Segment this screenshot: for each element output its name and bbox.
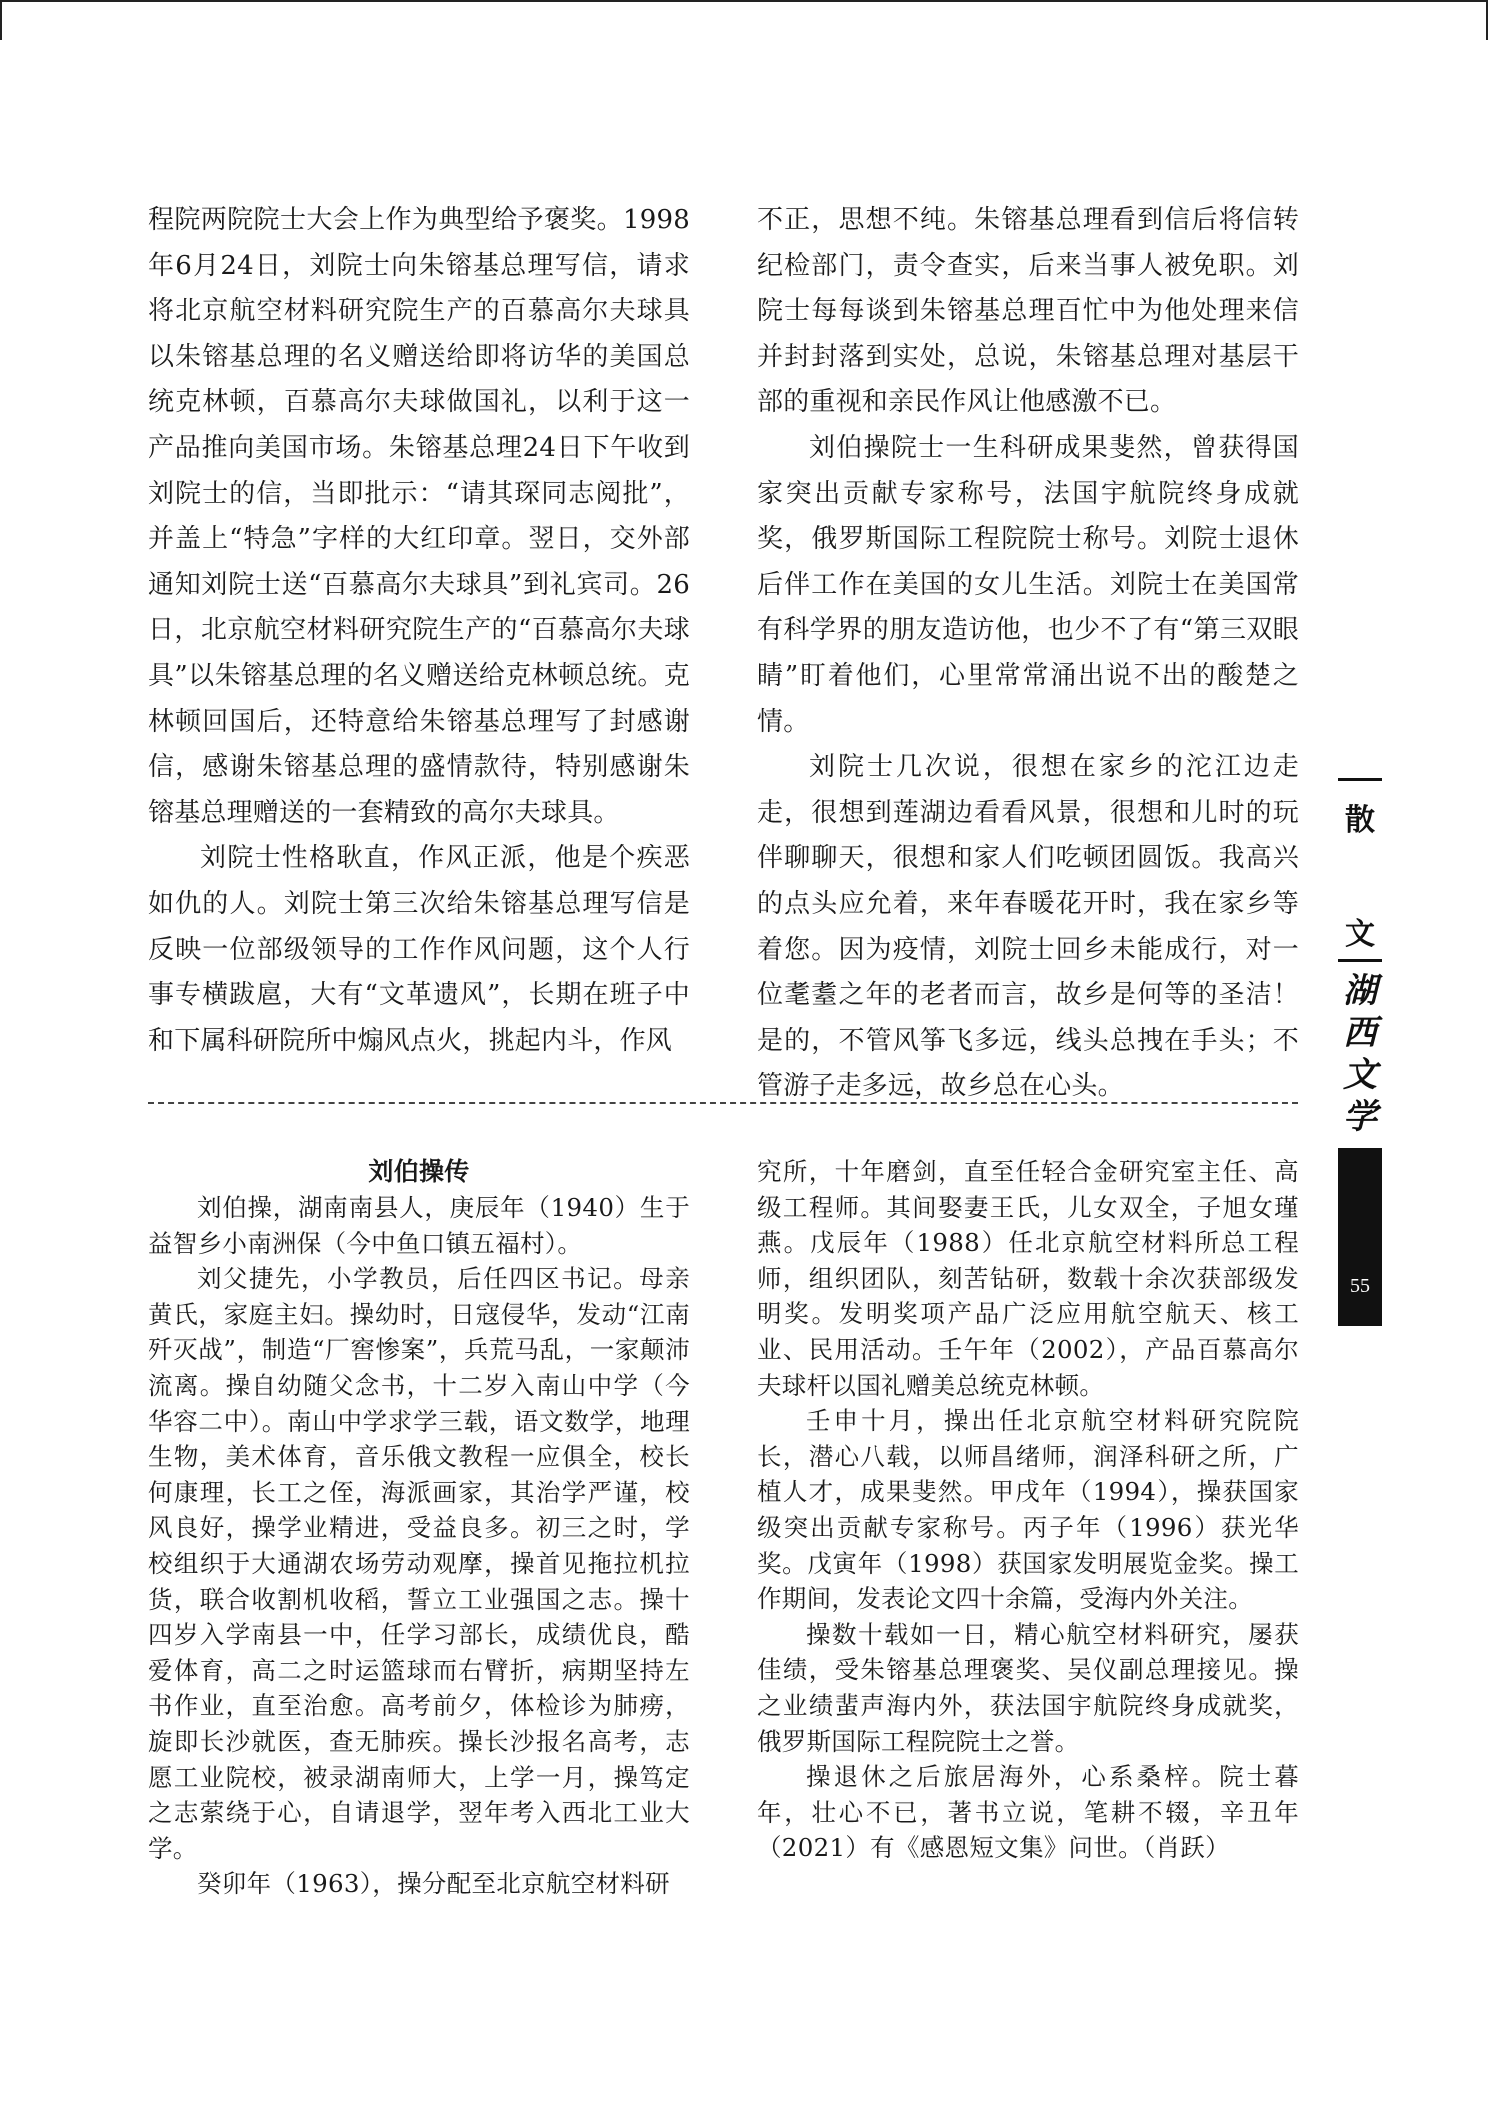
article-paragraph: 程院两院院士大会上作为典型给予褒奖。1998年6月24日，刘院士向朱镕基总理写信，请求将北京航空材料研究院生产的百慕高尔夫球具以朱镕基总理的名义赠送给即将访华的美国总统克林顿，百慕高尔夫球做国礼，以利于这一产品推向美国市场。朱镕基总理24日下午收到刘院士的信，当即批示：“请其琛同志阅批”，并盖上“特急”字样的大红印章。翌日，交外部通知刘院士送“百慕高尔夫球具”到礼宾司。26日，北京航空材料研究院生产的“百慕高尔夫球具”以朱镕基总理的名义赠送给克林顿总统。克林顿回国后，还特意给朱镕基总理写了封感谢信，感谢朱镕基总理的盛情款待，特别感谢朱镕基总理赠送的一套精致的高尔夫球具。 [148,205,690,828]
sidebar-rule-middle [1338,959,1382,962]
section-label-char: 散 [1345,803,1375,838]
sidebar-rule-top [1338,778,1382,781]
page-number-block [1338,1148,1382,1326]
article-paragraph: 刘院士几次说，很想在家乡的沱江边走走，很想到莲湖边看看风景，很想和儿时的玩伴聊聊天，很想和家人们吃顿团圆饭。我高兴的点头应允着，来年春暖花开时，我在家乡等着您。因为疫情，刘院士回乡未能成行，对一位耄耋之年的老者而言，故乡是何等的圣洁！是的，不管风筝飞多远，线头总拽在手头；不管游子走多远，故乡总在心头。 [757,752,1299,1102]
section-sidebar [1338,778,1382,1138]
article-column-left [148,198,690,1064]
article-paragraph: 不正，思想不纯。朱镕基总理看到信后将信转纪检部门，责令查实，后来当事人被免职。刘院士每每谈到朱镕基总理百忙中为他处理来信并封封落到实处，总说，朱镕基总理对基层干部的重视和亲民作风让他感激不已。 [757,205,1299,418]
bio-paragraph: 刘父捷先，小学教员，后任四区书记。母亲黄氏，家庭主妇。操幼时，日寇侵华，发动“江南歼灭战”，制造“厂窖惨案”，兵荒马乱，一家颠沛流离。操自幼随父念书，十二岁入南山中学（今华容二中）。南山中学求学三载，语文数学，地理生物，美术体育，音乐俄文教程一应俱全，校长何康理，长工之侄，海派画家，其治学严谨，校风良好，操学业精进，受益良多。初三之时，学校组织于大通湖农场劳动观摩，操首见拖拉机拉货，联合收割机收稻，誓立工业强国之志。操十四岁入学南县一中，任学习部长，成绩优良，酷爱体育，高二之时运篮球而右臂折，病期坚持左书作业，直至治愈。高考前夕，体检诊为肺痨，旋即长沙就医，查无肺疾。操长沙报名高考，志愿工业院校，被录湖南师大，上学一月，操笃定之志萦绕于心，自请退学，翌年考入西北工业大学。 [148,1264,690,1863]
bio-paragraph: 究所，十年磨剑，直至任轻合金研究室主任、高级工程师。其间娶妻王氏，儿女双全，子旭女瑾燕。戊辰年（1988）任北京航空材料所总工程师，组织团队，刻苦钻研，数载十余次获部级发明奖。发明奖项产品广泛应用航空航天、核工业、民用活动。壬午年（2002），产品百慕高尔夫球杆以国礼赠美总统克林顿。 [757,1157,1299,1400]
top-border [0,0,1488,2]
page-number: 55 [1350,1275,1370,1297]
bio-column-left [148,1154,690,1902]
bio-paragraph: 操退休之后旅居海外，心系桑梓。院士暮年，壮心不已，著书立说，笔耕不辍，辛丑年（2021）有《感恩短文集》问世。（肖跃） [757,1762,1299,1863]
section-label-char: 文 [1345,917,1375,952]
magazine-logo: 湖西文学 [1343,971,1377,1137]
dashed-divider [148,1102,1298,1104]
bio-title: 刘伯操传 [368,1157,470,1186]
bio-paragraph: 癸卯年（1963），操分配至北京航空材料研 [197,1869,670,1899]
bio-paragraph: 刘伯操，湖南南县人，庚辰年（1940）生于益智乡小南洲保（今中鱼口镇五福村）。 [148,1193,690,1258]
bio-column-right [757,1154,1299,1866]
bio-paragraph: 壬申十月，操出任北京航空材料研究院院长，潜心八载，以师昌绪师，润泽科研之所，广植人才，成果斐然。甲戌年（1994），操获国家级突出贡献专家称号。丙子年（1996）获光华奖。戊寅年（1998）获国家发明展览金奖。操工作期间，发表论文四十余篇，受海内外关注。 [757,1406,1299,1614]
crop-mark-left [0,0,2,40]
bio-paragraph: 操数十载如一日，精心航空材料研究，屡获佳绩，受朱镕基总理褒奖、吴仪副总理接见。操之业绩蜚声海内外，获法国宇航院终身成就奖，俄罗斯国际工程院院士之誉。 [757,1619,1299,1756]
article-paragraph: 刘院士性格耿直，作风正派，他是个疾恶如仇的人。刘院士第三次给朱镕基总理写信是反映一位部级领导的工作作风问题，这个人行事专横跋扈，大有“文革遗风”，长期在班子中和下属科研院所中煽风点火，挑起内斗，作风 [148,843,690,1056]
article-column-right [757,198,1299,1110]
article-paragraph: 刘伯操院士一生科研成果斐然，曾获得国家突出贡献专家称号，法国宇航院终身成就奖，俄罗斯国际工程院院士称号。刘院士退休后伴工作在美国的女儿生活。刘院士在美国常有科学界的朋友造访他，也少不了有“第三双眼睛”盯着他们，心里常常涌出说不出的酸楚之情。 [757,432,1299,737]
